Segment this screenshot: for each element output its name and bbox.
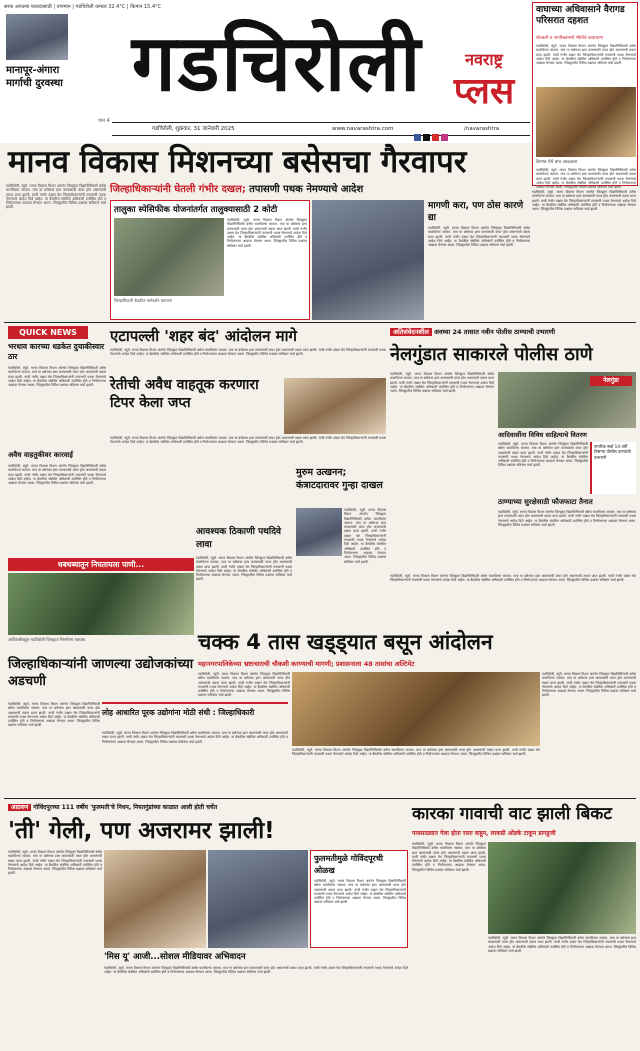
quick-news-headline-1[interactable]: भरधाव कारच्या धडकेत दुचाकीस्वार ठार [8, 342, 105, 361]
website-link[interactable]: www.navarashtra.com [332, 126, 394, 132]
quick-news-headline-2[interactable]: अवैध वाहतुकीवर कारवाई [8, 451, 73, 459]
industry-text-2: गडचिरोली, ब्यूरो. मानव विकास मिशन अंतर्गत जिल्ह्यात विद्यार्थिनींसाठी बसेस चालविल्या जातात. मात्र या बसेसचा इतर कामासाठी वापर होत असल्याची तक्रार प्राप्त झाली. याची गंभीर दखल घेत जिल्हाधिकाऱ्यांनी तपासणी पथक नेमण्याचे आदेश दिले आहेत. या बैठकीस संबंधित अधिकारी उपस्थित होते व नियोजनाचा आढावा घेण्यात आला. जिल्ह्यातील विविध प्रश्नांवर सविस्तर चर्चा झाली. [102, 731, 288, 744]
police-tag-rest: अवघ्या 24 तासात नवीन पोलीस ठाण्याची उभारणी [434, 328, 556, 336]
dateline: गडचिरोली, शुक्रवार, 31 जानेवारी 2025 [152, 126, 235, 132]
lead-box-photo [114, 218, 224, 296]
youtube-icon[interactable] [432, 134, 439, 141]
obit-photo-1 [104, 850, 206, 948]
lead-side-headline[interactable]: मागणी करा, पण ठोस कारणे द्या [428, 201, 524, 223]
lead-text-col-1: गडचिरोली, ब्यूरो. मानव विकास मिशन अंतर्गत जिल्ह्यात विद्यार्थिनींसाठी बसेस चालविल्या जातात. मात्र या बसेसचा इतर कामासाठी वापर होत असल्याची तक्रार प्राप्त झाली. याची गंभीर दखल घेत जिल्हाधिकाऱ्यांनी तपासणी पथक नेमण्याचे आदेश दिले आहेत. या बैठकीस संबंधित अधिकारी उपस्थित होते व नियोजनाचा आढावा घेण्यात आला. जिल्ह्यातील विविध प्रश्नांवर सविस्तर चर्चा झाली. [6, 184, 106, 210]
lead-subhead-black: तपासणी पथक नेमण्याचे आदेश [249, 184, 364, 195]
industry-text-1: गडचिरोली, ब्यूरो. मानव विकास मिशन अंतर्गत जिल्ह्यात विद्यार्थिनींसाठी बसेस चालविल्या जातात. मात्र या बसेसचा इतर कामासाठी वापर होत असल्याची तक्रार प्राप्त झाली. याची गंभीर दखल घेत जिल्हाधिकाऱ्यांनी तपासणी पथक नेमण्याचे आदेश दिले आहेत. या बैठकीस संबंधित अधिकारी उपस्थित होते व नियोजनाचा आढावा घेण्यात आला. जिल्ह्यातील विविध प्रश्नांवर सविस्तर चर्चा झाली. [8, 702, 100, 728]
etapalli-headline[interactable]: एटापल्ली 'शहर बंद' आंदोलन मागे [110, 327, 297, 345]
water-banner: धबधब्यातून निघतायला पाणी... [8, 558, 194, 571]
brand-navarashtra: नवराष्ट्र [465, 50, 503, 69]
right-story-headline[interactable]: वाघाच्या अधिवासाने वैरागड परिसरात दहशत [536, 5, 625, 26]
left-story-photo [6, 14, 68, 60]
side-note: नागरिक सर्वा 14 वर्षी तिसऱ्या पोलीस ठाण्याची उभारणी [594, 444, 631, 460]
obit-tag-line [8, 802, 408, 814]
obit-tag: आठवण [8, 804, 31, 811]
sand-text: गडचिरोली, ब्यूरो. मानव विकास मिशन अंतर्गत जिल्ह्यात विद्यार्थिनींसाठी बसेस चालविल्या जातात. मात्र या बसेसचा इतर कामासाठी वापर होत असल्याची तक्रार प्राप्त झाली. याची गंभीर दखल घेत जिल्हाधिकाऱ्यांनी तपासणी पथक नेमण्याचे आदेश दिले आहेत. या बैठकीस संबंधित अधिकारी उपस्थित होते व नियोजनाचा आढावा घेण्यात आला. जिल्ह्यातील विविध प्रश्नांवर सविस्तर चर्चा झाली. [110, 436, 386, 445]
right-story-text: गडचिरोली, ब्यूरो. मानव विकास मिशन अंतर्गत जिल्ह्यात विद्यार्थिनींसाठी बसेस चालविल्या जातात. मात्र या बसेसचा इतर कामासाठी वापर होत असल्याची तक्रार प्राप्त झाली. याची गंभीर दखल घेत जिल्हाधिकाऱ्यांनी तपासणी पथक नेमण्याचे आदेश दिले आहेत. या बैठकीस संबंधित अधिकारी उपस्थित होते व नियोजनाचा आढावा घेण्यात आला. जिल्ह्यातील विविध प्रश्नांवर सविस्तर चर्चा झाली. [536, 44, 636, 66]
miss-text: गडचिरोली, ब्यूरो. मानव विकास मिशन अंतर्गत जिल्ह्यात विद्यार्थिनींसाठी बसेस चालविल्या जातात. मात्र या बसेसचा इतर कामासाठी वापर होत असल्याची तक्रार प्राप्त झाली. याची गंभीर दखल घेत जिल्हाधिकाऱ्यांनी तपासणी पथक नेमण्याचे आदेश दिले आहेत. या बैठकीस संबंधित अधिकारी उपस्थित होते व नियोजनाचा आढावा घेण्यात आला. जिल्ह्यातील विविध प्रश्नांवर सविस्तर चर्चा झाली. [104, 966, 408, 975]
weather-strip: सरफ आपल्या फायदासाठी | तापमान | गडचिरोली कमाल 32.4°C | किमान 15.4°C [4, 4, 162, 10]
sand-headline[interactable]: रेतीची अवैध वाहतूक करणारा टिपर केला जप्त [110, 377, 259, 411]
halt-headline[interactable]: चक्क 4 तास खड्ड्यात बसून आंदोलन [198, 630, 493, 654]
waterfall-photo [8, 573, 194, 635]
fir-photo [296, 508, 342, 556]
instagram-icon[interactable] [441, 134, 448, 141]
lead-photo-2 [312, 200, 424, 320]
halt-text-2: गडचिरोली, ब्यूरो. मानव विकास मिशन अंतर्गत जिल्ह्यात विद्यार्थिनींसाठी बसेस चालविल्या जातात. मात्र या बसेसचा इतर कामासाठी वापर होत असल्याची तक्रार प्राप्त झाली. याची गंभीर दखल घेत जिल्हाधिकाऱ्यांनी तपासणी पथक नेमण्याचे आदेश दिले आहेत. या बैठकीस संबंधित अधिकारी उपस्थित होते व नियोजनाचा आढावा घेण्यात आला. जिल्ह्यातील विविध प्रश्नांवर सविस्तर चर्चा झाली. [292, 748, 540, 757]
tribal-text: गडचिरोली, ब्यूरो. मानव विकास मिशन अंतर्गत जिल्ह्यात विद्यार्थिनींसाठी बसेस चालविल्या जातात. मात्र या बसेसचा इतर कामासाठी वापर होत असल्याची तक्रार प्राप्त झाली. याची गंभीर दखल घेत जिल्हाधिकाऱ्यांनी तपासणी पथक नेमण्याचे आदेश दिले आहेत. या बैठकीस संबंधित अधिकारी उपस्थित होते व नियोजनाचा आढावा घेण्यात आला. जिल्ह्यातील विविध प्रश्नांवर सविस्तर चर्चा झाली. [498, 442, 588, 468]
right-story [532, 2, 638, 190]
lead-side-text: गडचिरोली, ब्यूरो. मानव विकास मिशन अंतर्गत जिल्ह्यात विद्यार्थिनींसाठी बसेस चालविल्या जातात. मात्र या बसेसचा इतर कामासाठी वापर होत असल्याची तक्रार प्राप्त झाली. याची गंभीर दखल घेत जिल्हाधिकाऱ्यांनी तपासणी पथक नेमण्याचे आदेश दिले आहेत. या बैठकीस संबंधित अधिकारी उपस्थित होते व नियोजनाचा आढावा घेण्यात आला. जिल्ह्यातील विविध प्रश्नांवर सविस्तर चर्चा झाली. [428, 226, 530, 248]
left-story-headline[interactable]: मानापूर-अंगारा मार्गाची दुरवस्था [6, 65, 63, 89]
obit-box [310, 850, 408, 948]
quick-news-text-2: गडचिरोली, ब्यूरो. मानव विकास मिशन अंतर्गत जिल्ह्यात विद्यार्थिनींसाठी बसेस चालविल्या जातात. मात्र या बसेसचा इतर कामासाठी वापर होत असल्याची तक्रार प्राप्त झाली. याची गंभीर दखल घेत जिल्हाधिकाऱ्यांनी तपासणी पथक नेमण्याचे आदेश दिले आहेत. या बैठकीस संबंधित अधिकारी उपस्थित होते व नियोजनाचा आढावा घेण्यात आला. जिल्ह्यातील विविध प्रश्नांवर सविस्तर चर्चा झाली. [8, 464, 106, 486]
obit-text-1: गडचिरोली, ब्यूरो. मानव विकास मिशन अंतर्गत जिल्ह्यात विद्यार्थिनींसाठी बसेस चालविल्या जातात. मात्र या बसेसचा इतर कामासाठी वापर होत असल्याची तक्रार प्राप्त झाली. याची गंभीर दखल घेत जिल्हाधिकाऱ्यांनी तपासणी पथक नेमण्याचे आदेश दिले आहेत. या बैठकीस संबंधित अधिकारी उपस्थित होते व नियोजनाचा आढावा घेण्यात आला. जिल्ह्यातील विविध प्रश्नांवर सविस्तर चर्चा झाली. [8, 850, 102, 876]
police-text-2: गडचिरोली, ब्यूरो. मानव विकास मिशन अंतर्गत जिल्ह्यात विद्यार्थिनींसाठी बसेस चालविल्या जातात. मात्र या बसेसचा इतर कामासाठी वापर होत असल्याची तक्रार प्राप्त झाली. याची गंभीर दखल घेत जिल्हाधिकाऱ्यांनी तपासणी पथक नेमण्याचे आदेश दिले आहेत. या बैठकीस संबंधित अधिकारी उपस्थित होते व नियोजनाचा आढावा घेण्यात आला. जिल्ह्यातील विविध प्रश्नांवर सविस्तर चर्चा झाली. [390, 574, 636, 583]
murum-text: गडचिरोली, ब्यूरो. मानव विकास मिशन अंतर्गत जिल्ह्यात विद्यार्थिनींसाठी बसेस चालविल्या जातात. मात्र या बसेसचा इतर कामासाठी वापर होत असल्याची तक्रार प्राप्त झाली. याची गंभीर दखल घेत जिल्हाधिकाऱ्यांनी तपासणी पथक नेमण्याचे आदेश दिले आहेत. या बैठकीस संबंधित अधिकारी उपस्थित होते व नियोजनाचा आढावा घेण्यात आला. जिल्ह्यातील विविध प्रश्नांवर सविस्तर चर्चा झाली. [344, 508, 386, 564]
lead-box-text: गडचिरोली, ब्यूरो. मानव विकास मिशन अंतर्गत जिल्ह्यात विद्यार्थिनींसाठी बसेस चालविल्या जातात. मात्र या बसेसचा इतर कामासाठी वापर होत असल्याची तक्रार प्राप्त झाली. याची गंभीर दखल घेत जिल्हाधिकाऱ्यांनी तपासणी पथक नेमण्याचे आदेश दिले आहेत. या बैठकीस संबंधित अधिकारी उपस्थित होते व नियोजनाचा आढावा घेण्यात आला. जिल्ह्यातील विविध प्रश्नांवर सविस्तर चर्चा झाली. [227, 218, 307, 248]
right-story-text-2: गडचिरोली, ब्यूरो. मानव विकास मिशन अंतर्गत जिल्ह्यात विद्यार्थिनींसाठी बसेस चालविल्या जातात. मात्र या बसेसचा इतर कामासाठी वापर होत असल्याची तक्रार प्राप्त झाली. याची गंभीर दखल घेत जिल्हाधिकाऱ्यांनी तपासणी पथक नेमण्याचे आदेश दिले आहेत. या बैठकीस संबंधित अधिकारी उपस्थित होते व नियोजनाचा आढावा घेण्यात आला. जिल्ह्यातील विविध प्रश्नांवर सविस्तर चर्चा झाली. [536, 168, 636, 190]
karka-text-1: गडचिरोली, ब्यूरो. मानव विकास मिशन अंतर्गत जिल्ह्यात विद्यार्थिनींसाठी बसेस चालविल्या जातात. मात्र या बसेसचा इतर कामासाठी वापर होत असल्याची तक्रार प्राप्त झाली. याची गंभीर दखल घेत जिल्हाधिकाऱ्यांनी तपासणी पथक नेमण्याचे आदेश दिले आहेत. या बैठकीस संबंधित अधिकारी उपस्थित होते व नियोजनाचा आढावा घेण्यात आला. जिल्ह्यातील विविध प्रश्नांवर सविस्तर चर्चा झाली. [412, 842, 486, 872]
police-headline[interactable]: नेलगुंडात साकारले पोलीस ठाणे [390, 344, 593, 365]
police-photo [498, 372, 636, 428]
security-text: गडचिरोली, ब्यूरो. मानव विकास मिशन अंतर्गत जिल्ह्यात विद्यार्थिनींसाठी बसेस चालविल्या जातात. मात्र या बसेसचा इतर कामासाठी वापर होत असल्याची तक्रार प्राप्त झाली. याची गंभीर दखल घेत जिल्हाधिकाऱ्यांनी तपासणी पथक नेमण्याचे आदेश दिले आहेत. या बैठकीस संबंधित अधिकारी उपस्थित होते व नियोजनाचा आढावा घेण्यात आला. जिल्ह्यातील विविध प्रश्नांवर सविस्तर चर्चा झाली. [498, 510, 636, 527]
murum-headline[interactable]: मुरुम उत्खनन; कंत्राटदारावर गुन्हा दाखल [296, 467, 383, 491]
lead-photo-caption: जिल्हाधिकारी बैठकीत मार्गदर्शन करताना [114, 298, 172, 303]
industry-sub-box [102, 702, 288, 796]
lead-box [110, 200, 310, 320]
police-tag: अतिसंवेदनशील [390, 328, 432, 336]
masthead-title: गडचिरोली [131, 19, 423, 109]
lead-subhead [110, 183, 530, 197]
places-text: गडचिरोली, ब्यूरो. मानव विकास मिशन अंतर्गत जिल्ह्यात विद्यार्थिनींसाठी बसेस चालविल्या जातात. मात्र या बसेसचा इतर कामासाठी वापर होत असल्याची तक्रार प्राप्त झाली. याची गंभीर दखल घेत जिल्हाधिकाऱ्यांनी तपासणी पथक नेमण्याचे आदेश दिले आहेत. या बैठकीस संबंधित अधिकारी उपस्थित होते व नियोजनाचा आढावा घेण्यात आला. जिल्ह्यातील विविध प्रश्नांवर सविस्तर चर्चा झाली. [196, 556, 292, 582]
halt-subhead: महानगरपालिकेच्या भ्रष्टाचाराची चौकशी करण्याची मागणी; प्रशासनाला 48 तासांचा अल्टिमेट [198, 660, 415, 668]
sand-photo [284, 378, 386, 434]
tribal-headline[interactable]: आदिवासींना विविध साहित्याचे वितरण [498, 431, 587, 439]
divider-1 [4, 322, 636, 323]
halt-text-3: गडचिरोली, ब्यूरो. मानव विकास मिशन अंतर्गत जिल्ह्यात विद्यार्थिनींसाठी बसेस चालविल्या जातात. मात्र या बसेसचा इतर कामासाठी वापर होत असल्याची तक्रार प्राप्त झाली. याची गंभीर दखल घेत जिल्हाधिकाऱ्यांनी तपासणी पथक नेमण्याचे आदेश दिले आहेत. या बैठकीस संबंधित अधिकारी उपस्थित होते व नियोजनाचा आढावा घेण्यात आला. जिल्ह्यातील विविध प्रश्नांवर सविस्तर चर्चा झाली. [542, 672, 636, 698]
miss-headline[interactable]: 'मिस यू' आजी...सोशल मीडियावर अभिवादन [104, 952, 246, 962]
lead-subhead-red: जिल्हाधिकाऱ्यांनी घेतली गंभीर दखल; [110, 184, 246, 195]
divider-2 [4, 798, 636, 799]
security-headline[interactable]: ठाण्याच्या सुरक्षेसाठी फौजफाटा तैनात [498, 498, 593, 506]
etapalli-text: गडचिरोली, ब्यूरो. मानव विकास मिशन अंतर्गत जिल्ह्यात विद्यार्थिनींसाठी बसेस चालविल्या जातात. मात्र या बसेसचा इतर कामासाठी वापर होत असल्याची तक्रार प्राप्त झाली. याची गंभीर दखल घेत जिल्हाधिकाऱ्यांनी तपासणी पथक नेमण्याचे आदेश दिले आहेत. या बैठकीस संबंधित अधिकारी उपस्थित होते व नियोजनाचा आढावा घेण्यात आला. जिल्ह्यातील विविध प्रश्नांवर सविस्तर चर्चा झाली. [110, 348, 386, 357]
karka-photo [488, 842, 636, 934]
karka-text-2: गडचिरोली, ब्यूरो. मानव विकास मिशन अंतर्गत जिल्ह्यात विद्यार्थिनींसाठी बसेस चालविल्या जातात. मात्र या बसेसचा इतर कामासाठी वापर होत असल्याची तक्रार प्राप्त झाली. याची गंभीर दखल घेत जिल्हाधिकाऱ्यांनी तपासणी पथक नेमण्याचे आदेश दिले आहेत. या बैठकीस संबंधित अधिकारी उपस्थित होते व नियोजनाचा आढावा घेण्यात आला. जिल्ह्यातील विविध प्रश्नांवर सविस्तर चर्चा झाली. [488, 936, 636, 953]
lead-box-headline[interactable]: तालुका स्पेसिफीक योजनांतर्गत तालुक्यासाठी 2 कोटी [114, 205, 278, 215]
tiger-caption: वैरागड येथे वाघ आढळला [536, 160, 578, 165]
quick-news-label: QUICK NEWS [8, 326, 88, 339]
obit-box-text: गडचिरोली, ब्यूरो. मानव विकास मिशन अंतर्गत जिल्ह्यात विद्यार्थिनींसाठी बसेस चालविल्या जातात. मात्र या बसेसचा इतर कामासाठी वापर होत असल्याची तक्रार प्राप्त झाली. याची गंभीर दखल घेत जिल्हाधिकाऱ्यांनी तपासणी पथक नेमण्याचे आदेश दिले आहेत. या बैठकीस संबंधित अधिकारी उपस्थित होते व नियोजनाचा आढावा घेण्यात आला. जिल्ह्यातील विविध प्रश्नांवर सविस्तर चर्चा झाली. [314, 879, 406, 905]
halt-photo [292, 672, 540, 746]
quick-news-text-1: गडचिरोली, ब्यूरो. मानव विकास मिशन अंतर्गत जिल्ह्यात विद्यार्थिनींसाठी बसेस चालविल्या जातात. मात्र या बसेसचा इतर कामासाठी वापर होत असल्याची तक्रार प्राप्त झाली. याची गंभीर दखल घेत जिल्हाधिकाऱ्यांनी तपासणी पथक नेमण्याचे आदेश दिले आहेत. या बैठकीस संबंधित अधिकारी उपस्थित होते व नियोजनाचा आढावा घेण्यात आला. जिल्ह्यातील विविध प्रश्नांवर सविस्तर चर्चा झाली. [8, 366, 106, 388]
lead-text-right: गडचिरोली, ब्यूरो. मानव विकास मिशन अंतर्गत जिल्ह्यात विद्यार्थिनींसाठी बसेस चालविल्या जातात. मात्र या बसेसचा इतर कामासाठी वापर होत असल्याची तक्रार प्राप्त झाली. याची गंभीर दखल घेत जिल्हाधिकाऱ्यांनी तपासणी पथक नेमण्याचे आदेश दिले आहेत. या बैठकीस संबंधित अधिकारी उपस्थित होते व नियोजनाचा आढावा घेण्यात आला. जिल्ह्यातील विविध प्रश्नांवर सविस्तर चर्चा झाली. [532, 190, 636, 212]
twitter-icon[interactable] [423, 134, 430, 141]
police-photo-label: नेलगुंडा [590, 376, 632, 386]
dateline-bar [112, 122, 530, 136]
side-note-box [590, 442, 636, 494]
halt-text-1: गडचिरोली, ब्यूरो. मानव विकास मिशन अंतर्गत जिल्ह्यात विद्यार्थिनींसाठी बसेस चालविल्या जातात. मात्र या बसेसचा इतर कामासाठी वापर होत असल्याची तक्रार प्राप्त झाली. याची गंभीर दखल घेत जिल्हाधिकाऱ्यांनी तपासणी पथक नेमण्याचे आदेश दिले आहेत. या बैठकीस संबंधित अधिकारी उपस्थित होते व नियोजनाचा आढावा घेण्यात आला. जिल्ह्यातील विविध प्रश्नांवर सविस्तर चर्चा झाली. [198, 672, 290, 698]
lead-banner-headline[interactable]: मानव विकास मिशनच्या बसेसचा गैरवापर [8, 144, 467, 180]
water-caption: आदिवासीबहुल गडचिरोली जिल्ह्यात निसर्गरम्य धबधबा [8, 637, 86, 642]
social-handle: /navarashtra [464, 126, 500, 132]
places-headline[interactable]: आवश्यक ठिकाणी पथदिवे लावा [196, 527, 282, 550]
obit-tag-rest: गोविंदपूरच्या 111 वर्षीय 'फुलमती'चे निधन, नियतगुंडांच्या काळात आली होती चर्चेत [33, 804, 218, 811]
industry-subhead: लोह आधारित पूरक उद्योगांना मोठी संधी : जिल्हाधिकारी [102, 708, 255, 717]
obit-headline[interactable]: 'ती' गेली, पण अजरामर झाली! [8, 818, 275, 844]
industry-headline[interactable]: जिल्हाधिकाऱ्यांनी जाणल्या उद्योजकांच्या अडचणी [8, 657, 194, 689]
lead-side-box [428, 200, 530, 320]
right-story-sub: शेतकरी व नागरिकांमध्ये भीतीचे वातावरण [536, 36, 604, 41]
karka-subhead: पावसाळ्यात गेला होता रस्ता वाहून, लाकडी ओंडके टाकून डागडुजी [412, 830, 556, 837]
brand-plus: प्लस [453, 71, 515, 112]
left-page-tag: पान 4 [98, 118, 110, 124]
karka-headline[interactable]: कारका गावाची वाट झाली बिकट [412, 804, 612, 824]
obit-box-headline[interactable]: फुलमतीमुळे गोविंदपूरची ओळख [314, 854, 383, 875]
facebook-icon[interactable] [414, 134, 421, 141]
obit-photo-2 [208, 850, 308, 948]
tiger-photo [536, 87, 636, 157]
social-icons [414, 126, 462, 134]
police-text-1: गडचिरोली, ब्यूरो. मानव विकास मिशन अंतर्गत जिल्ह्यात विद्यार्थिनींसाठी बसेस चालविल्या जातात. मात्र या बसेसचा इतर कामासाठी वापर होत असल्याची तक्रार प्राप्त झाली. याची गंभीर दखल घेत जिल्हाधिकाऱ्यांनी तपासणी पथक नेमण्याचे आदेश दिले आहेत. या बैठकीस संबंधित अधिकारी उपस्थित होते व नियोजनाचा आढावा घेण्यात आला. जिल्ह्यातील विविध प्रश्नांवर सविस्तर चर्चा झाली. [390, 372, 494, 394]
police-tag-line [390, 326, 636, 338]
